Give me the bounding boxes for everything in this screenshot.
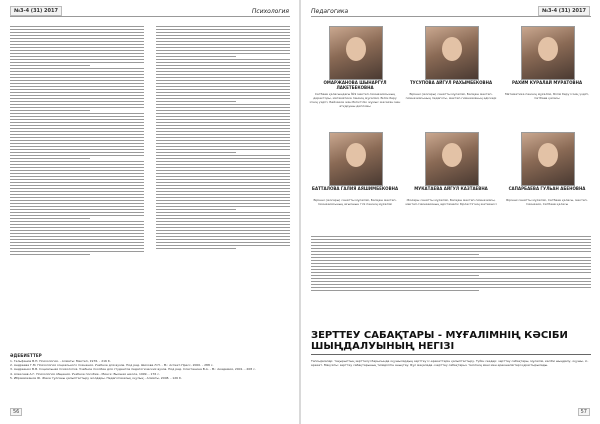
header-divider (10, 16, 290, 17)
left-section-label-wrap (252, 6, 289, 16)
author-name: МУКАТАЕВА АЙГУЛ КАЗТАЕВНА (414, 186, 488, 191)
author-photo (521, 26, 575, 80)
title-underline (311, 354, 591, 355)
references-list (10, 359, 290, 380)
author-name: ОМАРЖАНОВА ШЫНАРГҮЛ ЛАКЕТБЕКОВНА (323, 80, 387, 90)
issue-number: №3-4 (31) 2017 (538, 6, 590, 16)
body-text-lines (156, 26, 290, 249)
body-text-lines (10, 26, 144, 255)
section-label: Психология (251, 7, 289, 15)
body-text-lines (311, 236, 591, 291)
article-title: ЗЕРТТЕУ САБАҚТАРЫ - МҰҒАЛІМНІҢ КӘСІБИ ШЫҢДАЛУЫНЫҢ НЕГІЗІ (311, 330, 568, 352)
text-column-1 (10, 26, 144, 346)
right-header (538, 6, 590, 16)
page-number: 57 (578, 408, 590, 416)
author-photo (329, 132, 383, 186)
author-photo (521, 132, 575, 186)
left-header (10, 6, 62, 16)
issue-number: №3-4 (31) 2017 (10, 6, 62, 16)
reference-item: 3. Андреенко В.В. Социальная психология. Учебное пособие для студентов педагогических вузов. Под ред. Сластенина В.А. - М.: Академия, 2001. - 208 с. (10, 367, 256, 372)
author-description: Сәтбаев қаласындағы №9 мектеп-гимназиясының директоры, математика пәнінің мұғалімі, Білім беру ісінің үздігі, Байзаков жан Біліктілік жұмыс жасаған мен атқарушы дипломы (309, 92, 401, 108)
header-divider (311, 16, 591, 17)
references-title: ӘДЕБИЕТТЕР (10, 353, 42, 358)
section-label: Педагогика (311, 7, 349, 15)
reference-item: 4. Алексеев А.Г. Психология общения. Учебное пособие - Минск: Высшая школа, 1999. - 176 с. (10, 371, 160, 376)
author-description: Жоғары санатты мұғалімі, Балқаш мектеп-гимназиясы, мектеп-гимназияның әдістемелік бірлестігінің жетекшісі (405, 198, 497, 206)
author-photo (425, 26, 479, 80)
author-name: САПАРБАЕВА ГУЛЬАН АБЕНОВНА (508, 186, 586, 191)
author-name: ТУСУПОВА АЙГУЛ РАХЫМБЕКОВНА (409, 80, 493, 85)
article-abstract: Тапсырмалар: тақырыптың зерттелуі барысында оқушылардың зерттеу іс-әрекеттерін қалыптастыру. Түйін сөздер: зерттеу сабақтары, мұғалім, кәсіби шыңдалу, оқушы, іс-әрекет. Мақсаты: зерттеу сабақтарының тиімділігін анықтау. Бұл мақалада «зерттеу сабақтары» тәсілінің мәні мен ерекшеліктері қарастырылады. (311, 359, 589, 368)
right-page (301, 0, 600, 424)
left-page (0, 0, 299, 424)
author-name: БАТТАЛОВА ГАЛИЯ АЯШИМБЕКОВНА (311, 186, 399, 191)
reference-item: 2. Андреева Г.М. Психология социального познания. Учебное для вузов. Под ред. Шихова Л.Н. - М.: Аспект-Пресс, 2000. - 288 с. (10, 363, 214, 368)
author-name: РАХИМ КУРАЛАЙ МУРАТОВНА (511, 80, 583, 85)
right-section-label-wrap (311, 6, 348, 16)
page-number: 56 (10, 408, 22, 416)
reference-item: 5. Ибраимжанов Ж. Жеке тұлғаны қалыптастыру жолдары. Педагогикалық оқулық - Алматы, 2008. - 126 б. (10, 375, 182, 380)
article-intro-text (311, 236, 591, 291)
author-photo (425, 132, 479, 186)
reference-item: 1. Гельфанов В.Н. Психология. - Алматы: Мектеп, 1976. - 216 б. (10, 359, 111, 363)
author-description: Бірінші (жоғары) санатты мұғалімі, Балқаш мектеп-гимназиясының ағылшын тілі пәнінің мұғалімі (313, 198, 397, 206)
author-photo (329, 26, 383, 80)
author-description: Бірінші (жоғары) санатты мұғалімі, Балқаш мектеп-гимназиясының педагогы, мектеп-гимназияның әдіскері (405, 92, 497, 100)
text-column-2 (156, 26, 290, 346)
author-description: Бірінші санатты мұғалімі, Сәтбаев қаласы, мектеп-гимназия, Сәтбаев қаласы (506, 198, 588, 206)
author-description: Математика пәнінің мұғалімі, Білім беру ісінің үздігі, Сәтбаев қаласы (504, 92, 590, 100)
